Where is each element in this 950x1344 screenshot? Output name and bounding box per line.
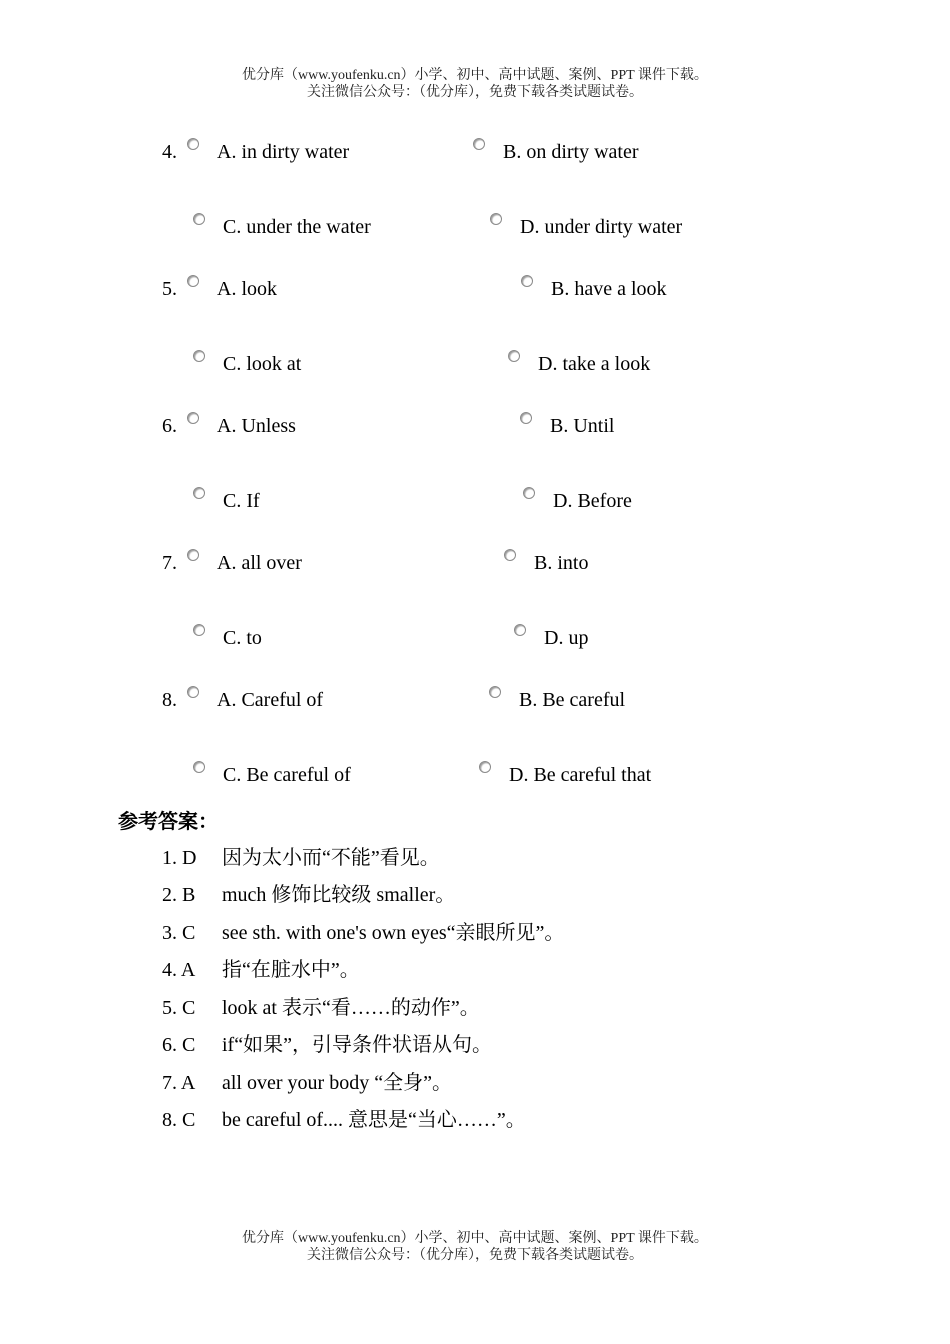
answer-key: 5. C: [162, 997, 196, 1019]
option-q7-a[interactable]: A. all over: [217, 552, 302, 574]
option-q8-a[interactable]: A. Careful of: [217, 689, 324, 711]
answer-item: [162, 883, 455, 907]
answer-text: if“如果”，引导条件状语从句。: [222, 1034, 492, 1056]
answer-key: 6. C: [162, 1034, 196, 1056]
question-number: 4.: [162, 141, 177, 163]
option-q6-c[interactable]: C. If: [223, 490, 260, 512]
answer-item: [162, 1033, 492, 1057]
radio-q7-d[interactable]: [514, 624, 526, 636]
radio-q6-c[interactable]: [193, 487, 205, 499]
header-line-1: 优分库（www.youfenku.cn）小学、初中、高中试题、案例、PPT 课件下载。: [242, 68, 708, 83]
option-q6-d[interactable]: D. Before: [553, 490, 632, 512]
radio-q4-c[interactable]: [193, 213, 205, 225]
question-number: 6.: [162, 415, 177, 437]
radio-q5-b[interactable]: [521, 275, 533, 287]
option-q7-c[interactable]: C. to: [223, 627, 262, 649]
option-q5-a[interactable]: A. look: [217, 278, 277, 300]
option-q8-c[interactable]: C. Be careful of: [223, 764, 351, 786]
question-number: 8.: [162, 689, 177, 711]
radio-q8-a[interactable]: [187, 686, 199, 698]
option-q6-a[interactable]: A. Unless: [217, 415, 296, 437]
radio-q8-d[interactable]: [479, 761, 491, 773]
option-q7-d[interactable]: D. up: [544, 627, 589, 649]
answer-key: 1. D: [162, 847, 197, 869]
answer-key: 7. A: [162, 1072, 196, 1094]
footer-line-2: 关注微信公众号：（优分库），免费下载各类试题试卷。: [307, 1248, 643, 1263]
answer-item: [162, 1108, 526, 1132]
option-q5-c[interactable]: C. look at: [223, 353, 302, 375]
option-q5-b[interactable]: B. have a look: [551, 278, 667, 300]
radio-q4-b[interactable]: [473, 138, 485, 150]
option-q8-d[interactable]: D. Be careful that: [509, 764, 652, 786]
radio-q7-c[interactable]: [193, 624, 205, 636]
answer-text: be careful of.... 意思是“当心……”。: [222, 1109, 526, 1131]
radio-q7-a[interactable]: [187, 549, 199, 561]
radio-q5-a[interactable]: [187, 275, 199, 287]
answer-item: [162, 1071, 452, 1095]
option-q6-b[interactable]: B. Until: [550, 415, 615, 437]
radio-q4-d[interactable]: [490, 213, 502, 225]
answer-key: 3. C: [162, 922, 196, 944]
answer-text: 因为太小而“不能”看见。: [222, 847, 440, 869]
option-q7-b[interactable]: B. into: [534, 552, 589, 574]
option-q4-d[interactable]: D. under dirty water: [520, 216, 683, 238]
answer-title: 参考答案：: [118, 811, 218, 833]
radio-q6-d[interactable]: [523, 487, 535, 499]
radio-q6-b[interactable]: [520, 412, 532, 424]
option-q8-b[interactable]: B. Be careful: [519, 689, 626, 711]
answer-key: 4. A: [162, 959, 196, 981]
question-number: 5.: [162, 278, 177, 300]
answer-text: all over your body “全身”。: [222, 1072, 452, 1094]
radio-q8-b[interactable]: [489, 686, 501, 698]
answer-key: 2. B: [162, 884, 196, 906]
answer-text: look at 表示“看……的动作”。: [222, 997, 480, 1019]
answer-item: [162, 846, 440, 870]
option-q5-d[interactable]: D. take a look: [538, 353, 651, 375]
option-q4-b[interactable]: B. on dirty water: [503, 141, 639, 163]
question-number: 7.: [162, 552, 177, 574]
answer-text: much 修饰比较级 smaller。: [222, 884, 456, 906]
radio-q8-c[interactable]: [193, 761, 205, 773]
answer-item: [162, 996, 480, 1020]
option-q4-c[interactable]: C. under the water: [223, 216, 371, 238]
radio-q5-d[interactable]: [508, 350, 520, 362]
option-q4-a[interactable]: A. in dirty water: [217, 141, 350, 163]
answer-text: 指“在脏水中”。: [222, 959, 360, 981]
footer-line-1: 优分库（www.youfenku.cn）小学、初中、高中试题、案例、PPT 课件下载。: [242, 1231, 708, 1246]
radio-q7-b[interactable]: [504, 549, 516, 561]
answer-text: see sth. with one's own eyes“亲眼所见”。: [222, 922, 565, 944]
radio-q4-a[interactable]: [187, 138, 199, 150]
page-footer: [0, 1230, 950, 1264]
radio-q5-c[interactable]: [193, 350, 205, 362]
answer-item: [162, 958, 360, 982]
answer-key: 8. C: [162, 1109, 196, 1131]
page-header: [0, 67, 950, 101]
answer-item: [162, 921, 564, 945]
header-line-2: 关注微信公众号：（优分库），免费下载各类试题试卷。: [307, 85, 643, 100]
radio-q6-a[interactable]: [187, 412, 199, 424]
